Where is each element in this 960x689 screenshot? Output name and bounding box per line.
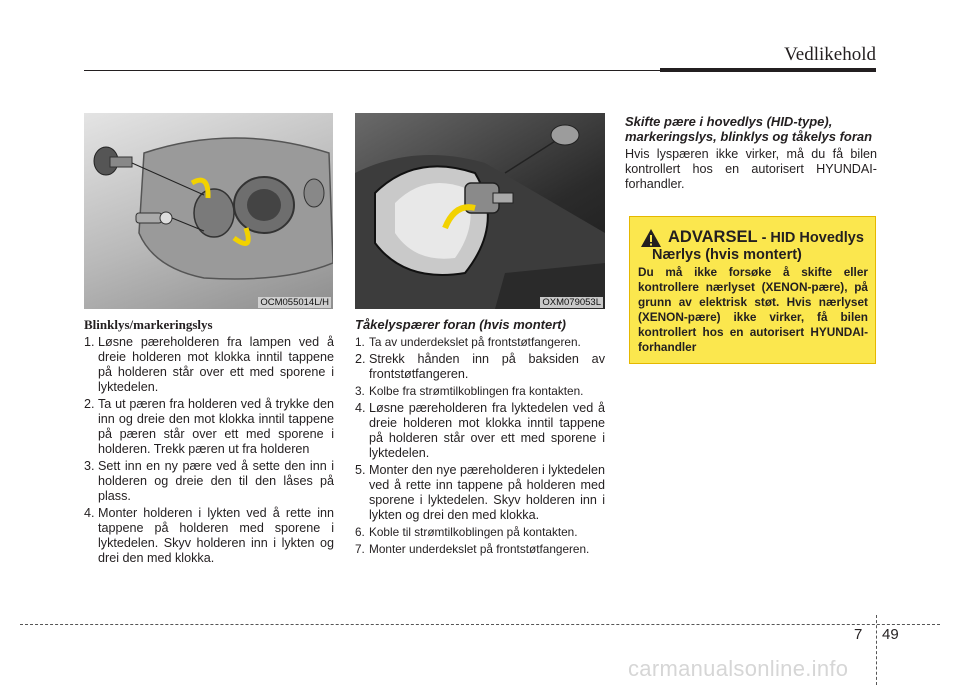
list-item — [84, 459, 334, 504]
step-number: 2. — [355, 352, 366, 366]
step-text: Monter holderen i lykten ved å rette inn tappene på holderen med sporene i lyktedelen. Skyv holderen inn i lykten og drei den med klokka. — [98, 506, 334, 565]
footer-rule — [20, 624, 940, 625]
step-text: Ta av underdekslet på frontstøtfangeren. — [369, 335, 581, 349]
step-text: Løsne pæreholderen fra lampen ved å dreie holderen mot klokka inntil tappene på holderen står over ett med sporene i lyktedelen. — [98, 335, 334, 394]
list-item — [355, 525, 605, 540]
step-number: 4. — [84, 506, 95, 520]
list-item — [355, 352, 605, 382]
bulb-icon — [136, 212, 172, 224]
figure-code: OXM079053L — [542, 297, 601, 308]
step-text: Koble til strømtilkoblingen på kontakten. — [369, 525, 578, 539]
step-number: 1. — [355, 335, 365, 349]
step-number: 2. — [84, 397, 95, 411]
warning-box — [629, 216, 876, 364]
chapter-number: 7 — [854, 626, 863, 643]
header-title: Vedlikehold — [784, 44, 876, 65]
step-number: 3. — [84, 459, 95, 473]
list-item — [84, 506, 334, 566]
step-number: 6. — [355, 525, 365, 539]
headlamp-illustration — [84, 113, 333, 309]
warning-title-rest: - HID Hovedlys — [757, 230, 864, 246]
watermark: carmanualsonline.info — [628, 656, 849, 681]
page-number-divider — [876, 615, 877, 685]
step-list — [355, 335, 605, 557]
list-item — [84, 397, 334, 457]
step-text: Monter den nye pæreholderen i lyktedelen ved å rette inn tappene på holderen med sporene i lyktedelen. Skyv holderen inn i lykten og drei den med klokka. — [369, 463, 605, 522]
figure-code: OCM055014L/H — [260, 297, 329, 308]
step-list — [84, 335, 334, 566]
bulb-holder-icon — [94, 147, 132, 175]
step-text: Sett inn en ny pære ved å sette den inn i holderen og dreie den til den låses på plass. — [98, 459, 334, 503]
step-text: Ta ut pæren fra holderen ved å trykke den inn og dreie den mot klokka inntil tappene på pæren står over ett med sporene i holderen. Trekk pæren ut fra holderen — [98, 397, 334, 456]
page-number: 49 — [882, 626, 899, 643]
list-item — [355, 542, 605, 557]
section-paragraph: Hvis lyspæren ikke virker, må du få bilen kontrollert hos en autorisert HYUNDAI-forhandler. — [625, 147, 877, 191]
section-heading: Tåkelyspærer foran (hvis montert) — [355, 317, 566, 332]
warning-triangle-icon — [640, 228, 662, 248]
blinklys-section — [84, 317, 334, 568]
warning-title — [668, 228, 864, 247]
step-number: 7. — [355, 542, 365, 556]
list-item — [355, 463, 605, 523]
step-text: Kolbe fra strømtilkoblingen fra kontakten. — [369, 384, 584, 398]
fog-lamp-illustration — [355, 113, 605, 309]
takelys-section — [355, 317, 605, 559]
warning-subtitle: Nærlys (hvis montert) — [652, 247, 802, 263]
list-item — [355, 335, 605, 350]
section-heading: Skifte pære i hovedlys (HID-type), markeringslys, blinklys og tåkelys foran — [625, 114, 873, 144]
step-number: 4. — [355, 401, 366, 415]
turn-signal-bulb-figure — [84, 113, 333, 309]
step-number: 3. — [355, 384, 365, 398]
fog-lamp-figure — [355, 113, 605, 309]
warning-body: Du må ikke forsøke å skifte eller kontrollere nærlyset (XENON-pære), på grunn av elektrisk støt. Hvis nærlyset (XENON-pære) ikke virker, få bilen kontrollert hos en autorisert HYUNDAI-forhandler — [638, 265, 868, 354]
list-item — [355, 384, 605, 399]
section-heading: Blinklys/markeringslys — [84, 317, 213, 332]
header-rule-accent — [660, 68, 876, 72]
warning-title-word: ADVARSEL — [668, 228, 758, 246]
step-text: Monter underdekslet på frontstøtfangeren. — [369, 542, 590, 556]
hid-section — [625, 114, 877, 192]
list-item — [84, 335, 334, 395]
step-number: 1. — [84, 335, 95, 349]
step-text: Strekk hånden inn på baksiden av frontstøtfangeren. — [369, 352, 605, 381]
step-text: Løsne pæreholderen fra lyktedelen ved å dreie holderen mot klokka inntil tappene på holderen står over ett med sporene i lyktedelen. — [369, 401, 605, 460]
list-item — [355, 401, 605, 461]
step-number: 5. — [355, 463, 366, 477]
